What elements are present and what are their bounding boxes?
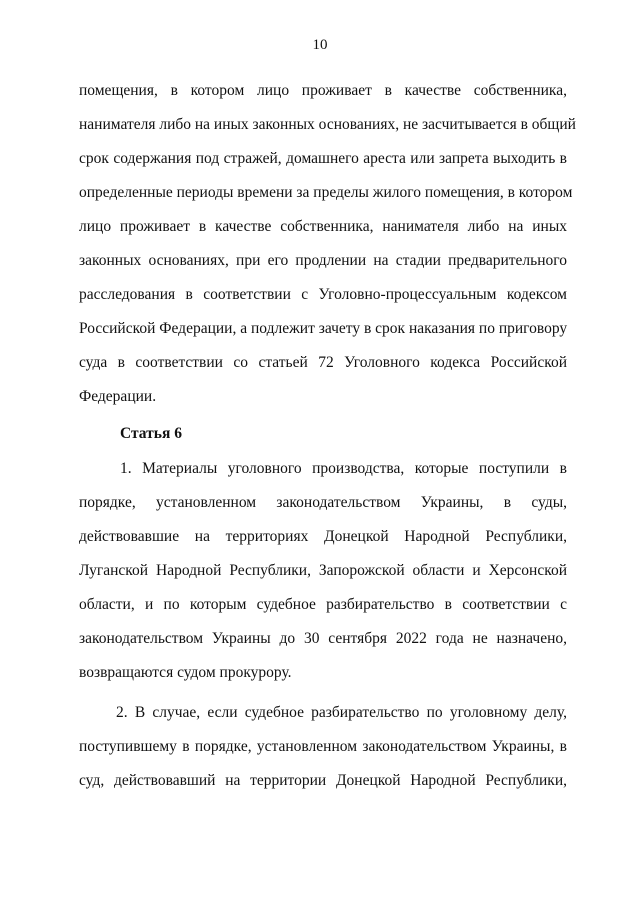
text-line: Российской Федерации, а подлежит зачету в срок наказания по приговору [79,320,568,337]
text-line: законодательством Украины до 30 сентября 2022 года не назначено, [79,630,567,647]
text-line: Федерации. [79,388,157,405]
text-line: Луганской Народной Республики, Запорожской области и Херсонской [79,562,567,579]
text-line: возвращаются судом прокурору. [79,664,292,681]
text-line: порядке, установленном законодательством Украины, в суды, [79,494,567,511]
text-line: законных основаниях, при его продлении на стадии предварительного [79,252,567,269]
page-number: 10 [312,37,328,53]
text-line: области, и по которым судебное разбирательство в соответствии с [79,596,567,613]
text-line: действовавшие на территориях Донецкой Народной Республики, [79,528,567,545]
article-heading: Статья 6 [120,425,182,442]
text-line: 2. В случае, если судебное разбирательство по уголовному делу, [116,704,567,721]
text-line: расследования в соответствии с Уголовно-процессуальным кодексом [79,286,567,303]
text-line: поступившему в порядке, установленном законодательством Украины, в [79,738,567,755]
text-line: срок содержания под стражей, домашнего ареста или запрета выходить в [79,150,567,167]
text-line: 1. Материалы уголовного производства, которые поступили в [120,460,567,477]
text-line: нанимателя либо на иных законных основаниях, не засчитывается в общий [79,116,576,133]
text-line: помещения, в котором лицо проживает в качестве собственника, [79,82,567,99]
text-line: определенные периоды времени за пределы жилого помещения, в котором [79,184,573,201]
text-line: суд, действовавший на территории Донецкой Народной Республики, [79,772,567,789]
text-line: суда в соответствии со статьей 72 Уголовного кодекса Российской [79,354,567,371]
text-line: лицо проживает в качестве собственника, нанимателя либо на иных [79,218,567,235]
